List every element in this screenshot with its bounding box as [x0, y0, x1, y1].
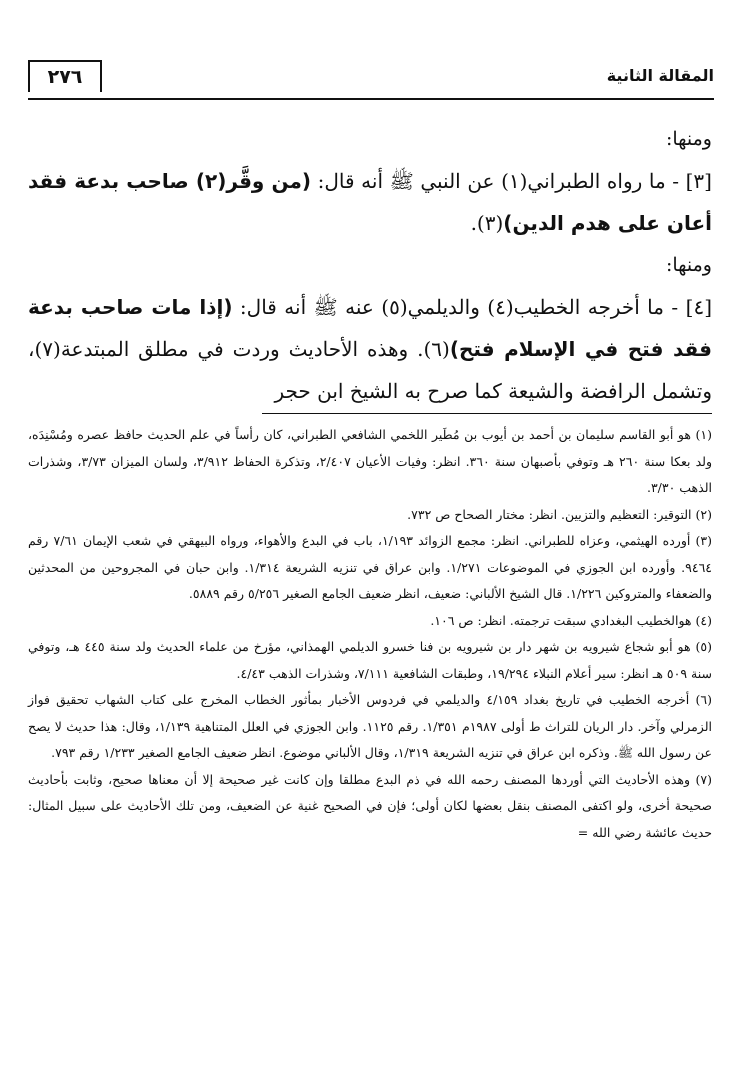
footnote-number: (٦)	[695, 692, 713, 707]
hadith-4-text-a: - ما أخرجه الخطيب(٤) والديلمي(٥) عنه ﷺ أنه قال:	[232, 295, 686, 319]
main-text	[28, 118, 712, 412]
footnote-text: أورده الهيثمي، وعزاه للطبراني. انظر: مجمع الزوائد ١/١٩٣، باب في البدع والأهواء، ورواه البيهقي في شعب الإيمان ٧/٦١ رقم ٩٤٦٤. وأورده ابن الجوزي في الموضوعات ١/٢٧١. وابن عراق في تنزيه الشريعة ١/٣١٤. وابن حبان في المجروحين من المحدثين والضعفاء والمتروكين ١/٢٢٦. قال الشيخ الألباني: ضعيف، انظر ضعيف الجامع الصغير ٥/٢٥٦ رقم ٥٨٨٩.	[28, 533, 713, 601]
section-intro-2: ومنها:	[665, 254, 712, 276]
footnote	[28, 687, 712, 767]
footnote-text: هوالخطيب البغدادي سبقت ترجمته. انظر: ص ١٠٦.	[430, 612, 692, 628]
page-number: ٢٧٦	[28, 60, 102, 92]
footnote-number: (٣)	[695, 533, 712, 548]
footnote	[28, 767, 712, 847]
hadith-3-text-b: (٣).	[470, 211, 504, 235]
footnotes	[28, 422, 712, 846]
footnote-text: التوقير: التعظيم والتزيين. انظر: مختار الصحاح ص ٧٣٢.	[407, 506, 692, 522]
item-number: [٣]	[685, 169, 712, 193]
footnote-number: (١)	[695, 427, 712, 442]
footnote-number: (٧)	[695, 771, 712, 787]
hadith-4-text-b: (٦). وهذه الأحاديث وردت في مطلق المبتدعة(٧)، وتشمل الرافضة والشيعة كما صرح به الشيخ ابن حجر	[28, 337, 712, 403]
section-intro-1: ومنها:	[665, 128, 712, 150]
footnote-text: أخرجه الخطيب في تاريخ بغداد ٤/١٥٩ والديلمي في فردوس الأخبار بمأثور الخطاب المخرج على كتاب الشهاب تحقيق فواز الزمرلي وآخر. دار الريان للتراث ط أولى ١٩٨٧م ١/٣٥١. رقم ١١٢٥. وابن الجوزي في العلل المتناهية ١/١٣٩، وقال: هذا حديث لا يصح عن رسول الله ﷺ. وذكره ابن عراق في تنزيه الشريعة ١/٣١٩، وقال الألباني موضوع. انظر ضعيف الجامع الصغير ١/٢٣٣ رقم ٧٩٣.	[28, 692, 712, 760]
hadith-3-quote: (من وقَّر(٢) صاحب بدعة فقد أعان على هدم الدين)	[28, 169, 712, 235]
footnote	[28, 422, 712, 502]
running-title: المقالة الثانية	[606, 66, 714, 85]
footnote	[28, 528, 712, 608]
footnote-text: وهذه الأحاديث التي أوردها المصنف رحمه الله في ذم البدع مطلقا وإن كانت غير صحيحة إلا أن معناها صحيح، وثابت بأحاديث صحيحة أخرى، ولو اكتفى المصنف بنقل بعضها لكان أولى؛ فإن في الصحيح غنية عن الضعيف، ومن تلك الأحاديث على سبيل المثال: حديث عائشة رضي الله =	[28, 771, 712, 840]
footnote	[28, 502, 712, 529]
hadith-3-paragraph	[28, 160, 712, 244]
hadith-4-quote: (إذا مات صاحب بدعة فقد فتح في الإسلام فتح)	[28, 295, 712, 361]
hadith-3-text-a: - ما رواه الطبراني(١) عن النبي ﷺ أنه قال:	[311, 169, 686, 193]
footnote-number: (٤)	[695, 612, 712, 628]
footnote-text: هو أبو شجاع شيرويه بن شهر دار بن شيرويه بن فنا خسرو الديلمي الهمذاني، مؤرخ من علماء الحديث ولد سنة ٤٤٥ هـ، وتوفي سنة ٥٠٩ هـ انظر: سير أعلام النبلاء ١٩/٢٩٤، وطبقات الشافعية ٧/١١١، وشذرات الذهب ٤/٤٣.	[28, 639, 712, 681]
hadith-4-paragraph	[28, 286, 712, 412]
footnote-text: هو أبو القاسم سليمان بن أحمد بن أيوب بن مُطَير اللخمي الشافعي الطبراني، كان رأساً في علم الحديث حافظ عصره ومُسْنِدَه، ولد بعكا سنة ٢٦٠ هـ وتوفي بأصبهان سنة ٣٦٠. انظر: وفيات الأعيان ٢/٤٠٧، وتذكرة الحفاظ ٣/٩١٢، ولسان الميزان ٣/٧٣، وشذرات الذهب ٣/٣٠.	[28, 427, 712, 495]
footnote-number: (٢)	[695, 506, 712, 522]
footnote	[28, 608, 712, 635]
footnote	[28, 634, 712, 687]
item-number: [٤]	[685, 295, 712, 319]
footnote-divider	[262, 413, 712, 414]
footnote-number: (٥)	[695, 639, 712, 654]
page-header	[28, 58, 714, 100]
